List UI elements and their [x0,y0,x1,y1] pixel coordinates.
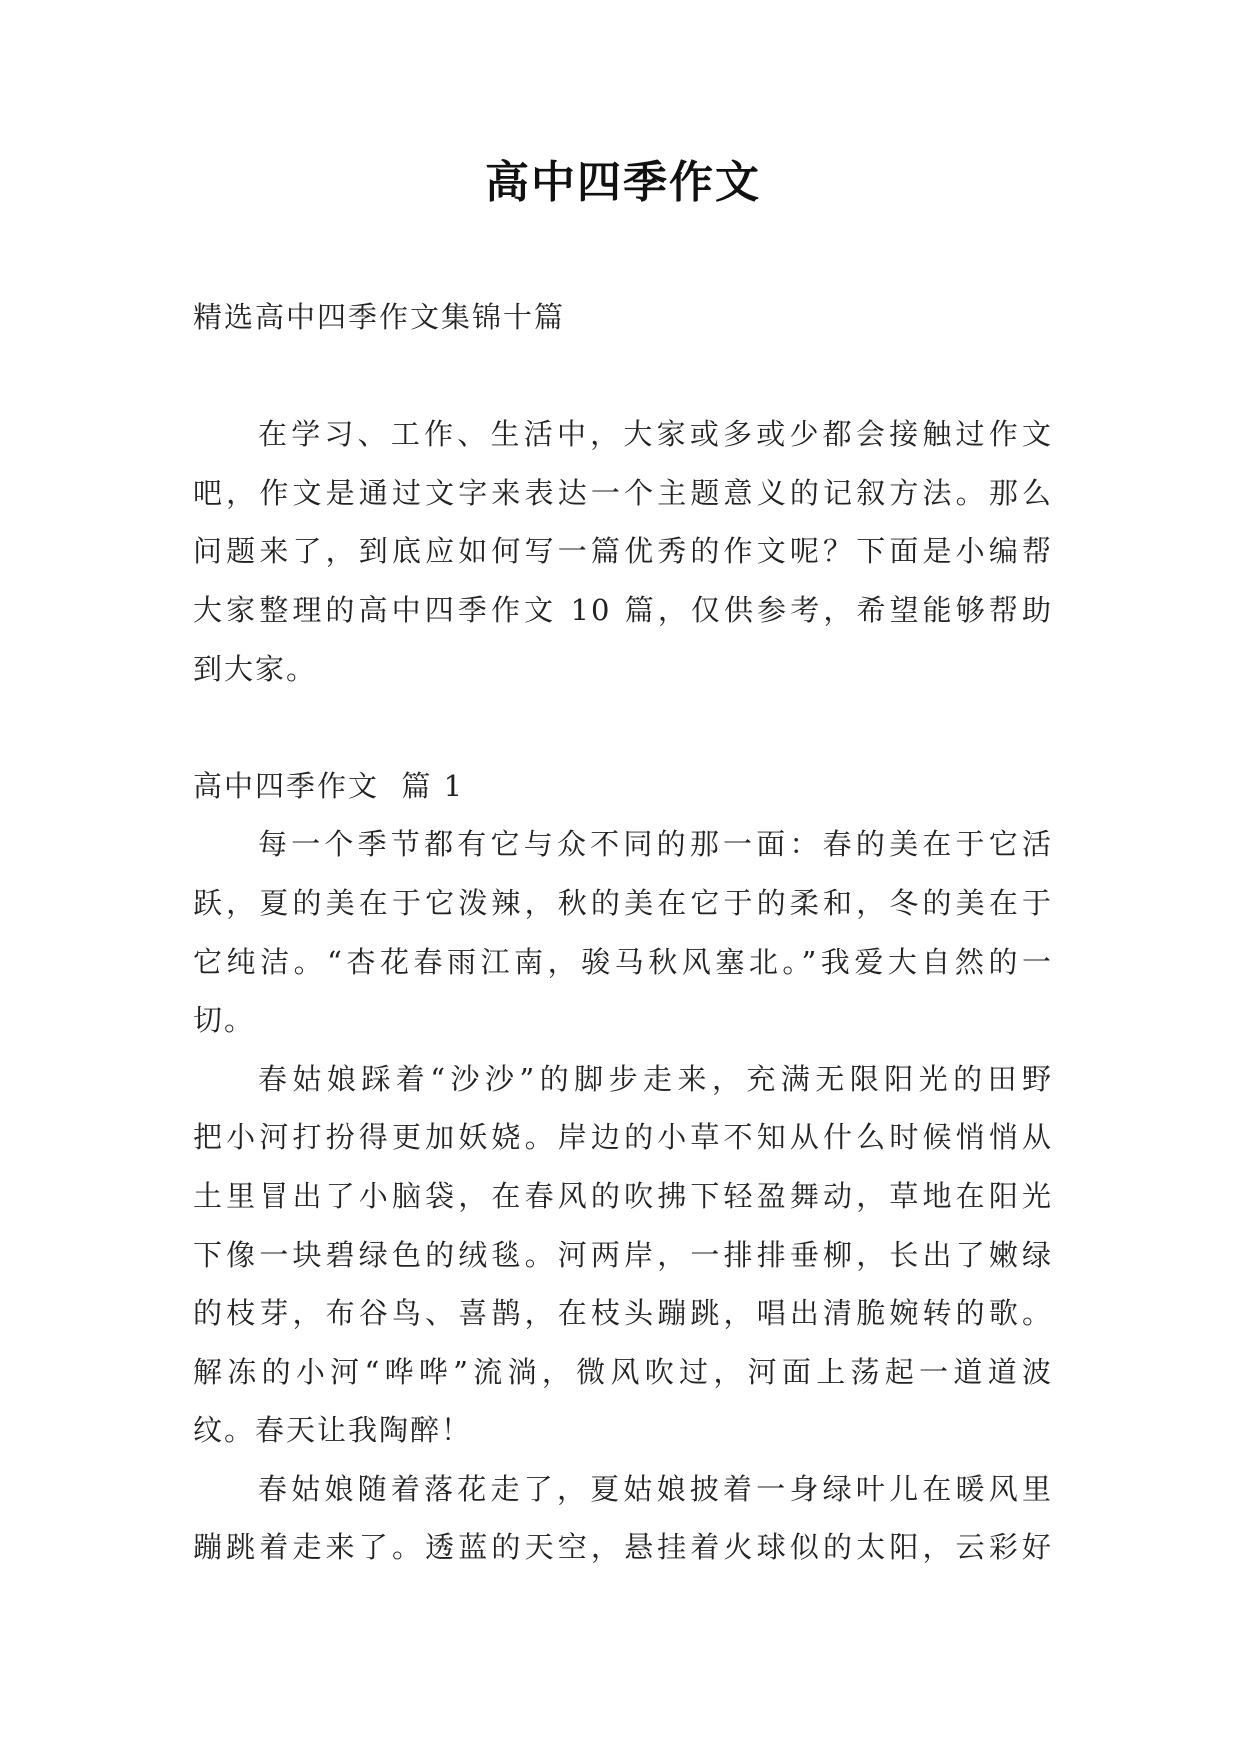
paragraph-line: 蹦跳着走来了。透蓝的天空，悬挂着火球似的太阳，云彩好 [193,1530,1053,1565]
paragraph-line: 问题来了，到底应如何写一篇优秀的作文呢？下面是小编帮 [193,534,1053,569]
paragraph-line: 它纯洁。“杏花春雨江南，骏马秋风塞北。”我爱大自然的一 [193,944,1053,979]
paragraph-line: 土里冒出了小脑袋，在春风的吹拂下轻盈舞动，草地在阳光 [193,1178,1053,1213]
document-body [193,288,1053,1577]
paragraph-line: 解冻的小河“哗哗”流淌，微风吹过，河面上荡起一道道波 [193,1354,1053,1389]
blank-line [193,347,1053,406]
document-title: 高中四季作文 [485,157,761,208]
paragraph-line: 大家整理的高中四季作文 10 篇，仅供参考，希望能够帮助 [193,592,1053,627]
paragraph-line: 每一个季节都有它与众不同的那一面：春的美在于它活 [258,827,1053,862]
paragraph-line: 跃，夏的美在于它泼辣，秋的美在它于的柔和，冬的美在于 [193,885,1053,920]
paragraph [193,815,1053,1049]
paragraph-line: 在学习、工作、生活中，大家或多或少都会接触过作文 [258,417,1053,452]
paragraph-line: 纹。春天让我陶醉！ [193,1413,473,1448]
paragraph-line: 吧，作文是通过文字来表达一个主题意义的记叙方法。那么 [193,475,1053,510]
document-subtitle: 精选高中四季作文集锦十篇 [193,300,566,334]
paragraph-line: 下像一块碧绿色的绒毯。河两岸，一排排垂柳，长出了嫩绿 [193,1237,1053,1272]
paragraph-line: 到大家。 [193,651,318,686]
paragraph-line: 切。 [193,1003,256,1038]
essay-section [193,757,1053,1577]
blank-line [193,698,1053,757]
paragraph-line: 春姑娘踩着“沙沙”的脚步走来，充满无限阳光的田野 [258,1061,1053,1096]
paragraph-line: 春姑娘随着落花走了，夏姑娘披着一身绿叶儿在暖风里 [258,1471,1053,1506]
intro-paragraph [193,405,1053,698]
paragraph [193,1460,1053,1577]
paragraph [193,1050,1053,1460]
paragraph-line: 的枝芽，布谷鸟、喜鹊，在枝头蹦跳，唱出清脆婉转的歌。 [193,1296,1053,1331]
paragraph-line: 把小河打扮得更加妖娆。岸边的小草不知从什么时候悄悄从 [193,1120,1053,1155]
section-heading: 高中四季作文 篇 1 [193,768,465,803]
